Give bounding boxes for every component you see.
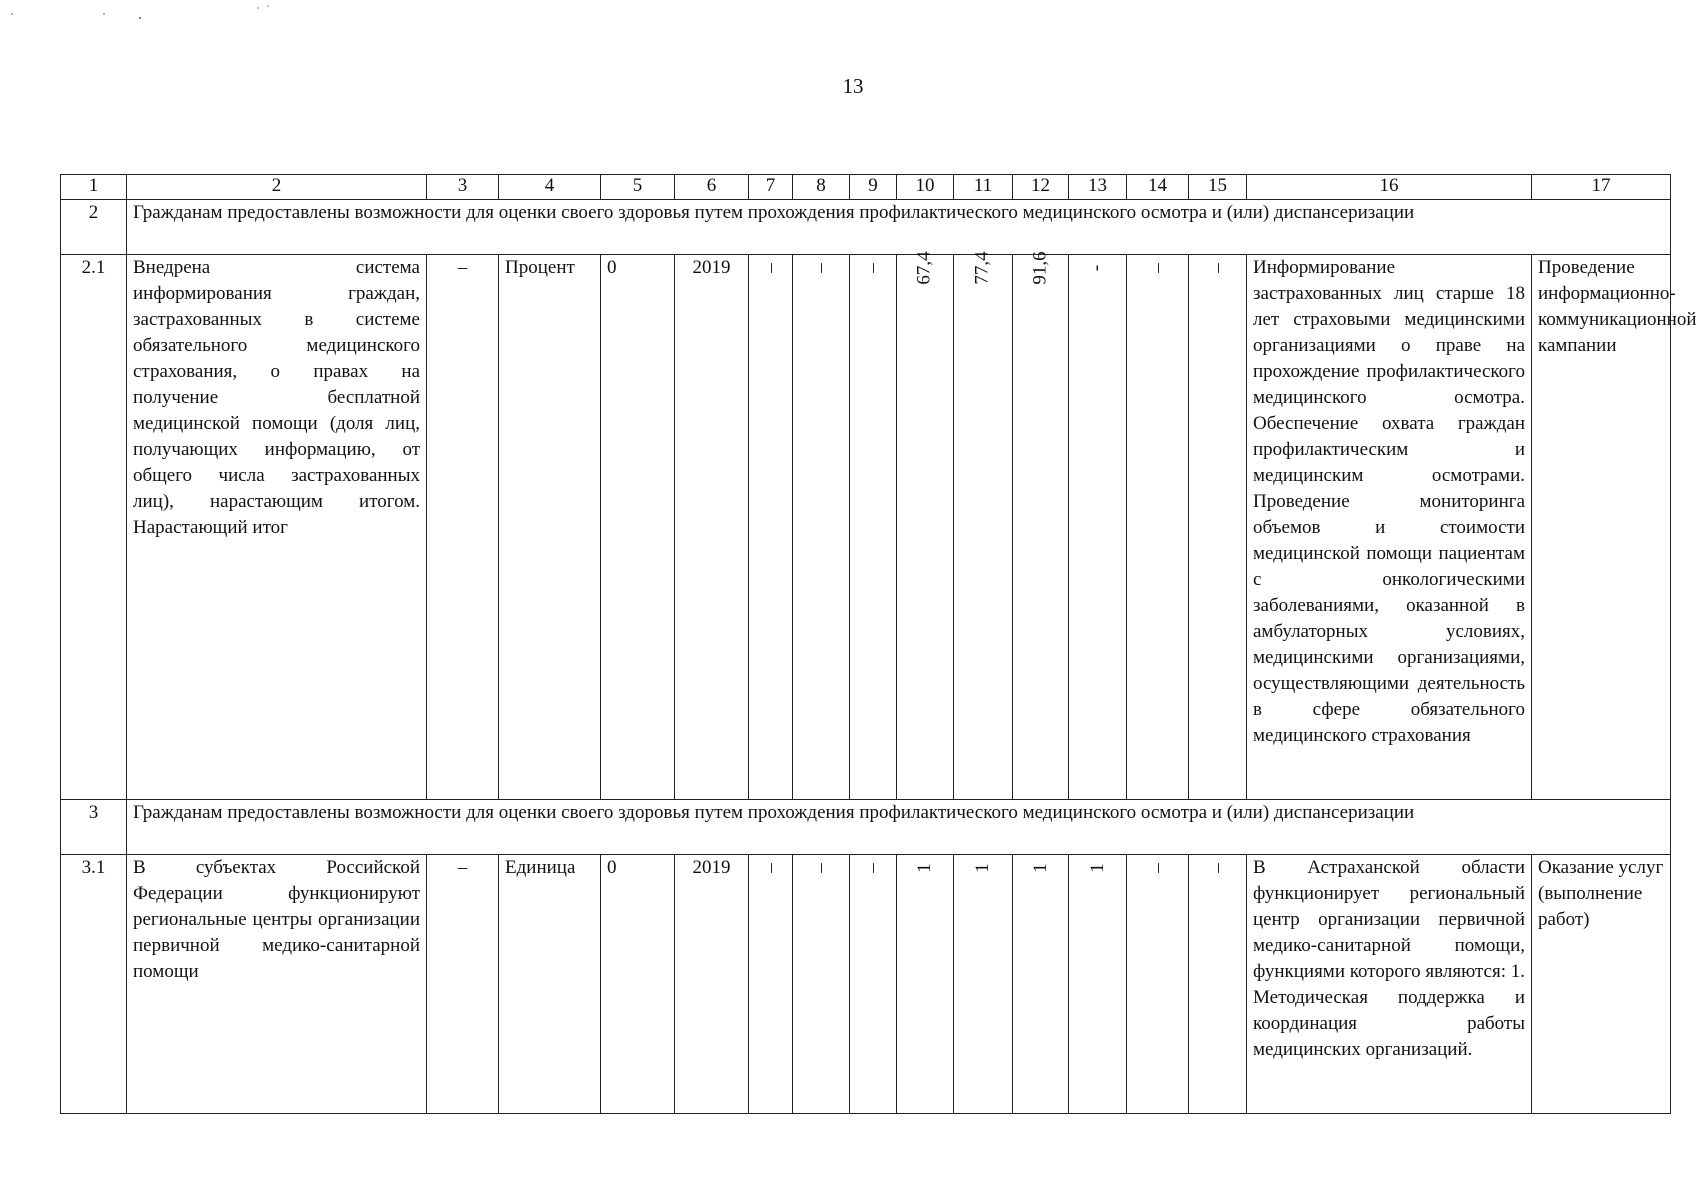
section-title: Гражданам предоставлены возможности для оценки своего здоровья путем прохождения профилактического медицинского осмотра и (или) диспансеризации xyxy=(127,800,1671,855)
result-type: Проведение информационно-коммуникационной кампании xyxy=(1532,255,1671,800)
value-text: – xyxy=(1146,263,1168,273)
column-header: 10 xyxy=(897,175,954,200)
column-header: 9 xyxy=(850,175,897,200)
column-header: 16 xyxy=(1247,175,1532,200)
column-header: 5 xyxy=(601,175,675,200)
value-cell xyxy=(897,251,954,800)
column-header: 13 xyxy=(1069,175,1127,200)
column-header: 8 xyxy=(793,175,850,200)
value-cell xyxy=(850,855,897,1114)
value-cell xyxy=(1127,255,1189,800)
base-year: 2019 xyxy=(675,255,749,800)
value-text: – xyxy=(759,263,781,273)
indicators-table xyxy=(60,174,1697,1114)
value-text: – xyxy=(862,863,883,873)
column-header: 4 xyxy=(499,175,601,200)
value-cell xyxy=(793,855,850,1114)
table-row xyxy=(61,855,1671,1114)
value-text: 1 xyxy=(972,863,993,873)
base-value: 0 xyxy=(601,855,675,1114)
value-cell xyxy=(897,855,954,1114)
value-text: – xyxy=(759,863,781,873)
indicator-name: В субъектах Российской Федерации функционируют региональные центры организации первичной медико-санитарной помощи xyxy=(127,855,427,1114)
page-number: 13 xyxy=(842,74,864,98)
unit: Единица xyxy=(499,855,601,1114)
value-text: 1 xyxy=(1029,863,1051,873)
unit: Процент xyxy=(499,255,601,800)
indicator-c3: – xyxy=(427,855,499,1114)
value-cell xyxy=(749,855,793,1114)
value-text: – xyxy=(1206,263,1228,273)
item-number: 2.1 xyxy=(61,255,127,800)
value-cell xyxy=(1013,251,1069,800)
column-header: 3 xyxy=(427,175,499,200)
value-cell xyxy=(954,855,1013,1114)
value-text: – xyxy=(862,263,883,273)
column-header: 7 xyxy=(749,175,793,200)
value-text: 1 xyxy=(914,863,935,873)
table-row xyxy=(61,255,1671,800)
value-text: 1 xyxy=(1086,863,1108,873)
column-header: 15 xyxy=(1189,175,1247,200)
value-cell xyxy=(1189,255,1247,800)
section-row xyxy=(61,800,1671,855)
indicator-c3: – xyxy=(427,255,499,800)
column-header: 2 xyxy=(127,175,427,200)
column-header: 12 xyxy=(1013,175,1069,200)
value-cell xyxy=(793,255,850,800)
section-title: Гражданам предоставлены возможности для оценки своего здоровья путем прохождения профилактического медицинского осмотра и (или) диспансеризации xyxy=(127,200,1671,255)
indicator-name: Внедрена система информирования граждан, застрахованных в системе обязательного медицинского страхования, о правах на получение бесплатной медицинской помощи (доля лиц, получающих информацию, от общего числа застрахованных лиц), нарастающим итогом. Нарастающий итог xyxy=(127,255,427,800)
value-cell xyxy=(1189,855,1247,1114)
value-text: – xyxy=(810,863,831,873)
result-type: Оказание услуг (выполнение работ) xyxy=(1532,855,1671,1114)
column-header: 17 xyxy=(1532,175,1671,200)
column-header: 6 xyxy=(675,175,749,200)
value-cell xyxy=(749,255,793,800)
value-text: – xyxy=(1146,863,1168,873)
measures-description: Информирование застрахованных лиц старше 18 лет страховыми медицинскими организациями о праве на прохождение профилактического медицинского осмотра. Обеспечение охвата граждан профилактическим и медицинским осмотрами. Проведение мониторинга объемов и стоимости медицинской помощи пациентам с онкологическими заболеваниями, оказанной в амбулаторных условиях, медицинскими организациями, осуществляющими деятельность в сфере обязательного медицинского страхования xyxy=(1247,255,1532,800)
column-header: 1 xyxy=(61,175,127,200)
measures-description: В Астраханской области функционирует региональный центр организации первичной медико-санитарной помощи, функциями которого являются: 1. Методическая поддержка и координация работы медицинских организаций. xyxy=(1247,855,1532,1114)
value-cell xyxy=(1069,255,1127,800)
base-year: 2019 xyxy=(675,855,749,1114)
value-text: - xyxy=(1086,264,1108,272)
value-text: – xyxy=(810,263,831,273)
column-number-row xyxy=(61,175,1671,200)
base-value: 0 xyxy=(601,255,675,800)
value-cell xyxy=(850,255,897,800)
item-number: 3.1 xyxy=(61,855,127,1114)
value-text: 77,4 xyxy=(972,251,993,285)
value-text: 67,4 xyxy=(914,251,935,285)
value-cell xyxy=(1127,855,1189,1114)
section-number: 2 xyxy=(61,200,127,255)
section-row xyxy=(61,200,1671,255)
value-text: 91,6 xyxy=(1029,251,1051,285)
scan-specks xyxy=(0,0,300,30)
value-cell xyxy=(954,251,1013,800)
column-header: 11 xyxy=(954,175,1013,200)
section-number: 3 xyxy=(61,800,127,855)
value-text: – xyxy=(1206,863,1228,873)
value-cell xyxy=(1013,855,1069,1114)
value-cell xyxy=(1069,855,1127,1114)
column-header: 14 xyxy=(1127,175,1189,200)
